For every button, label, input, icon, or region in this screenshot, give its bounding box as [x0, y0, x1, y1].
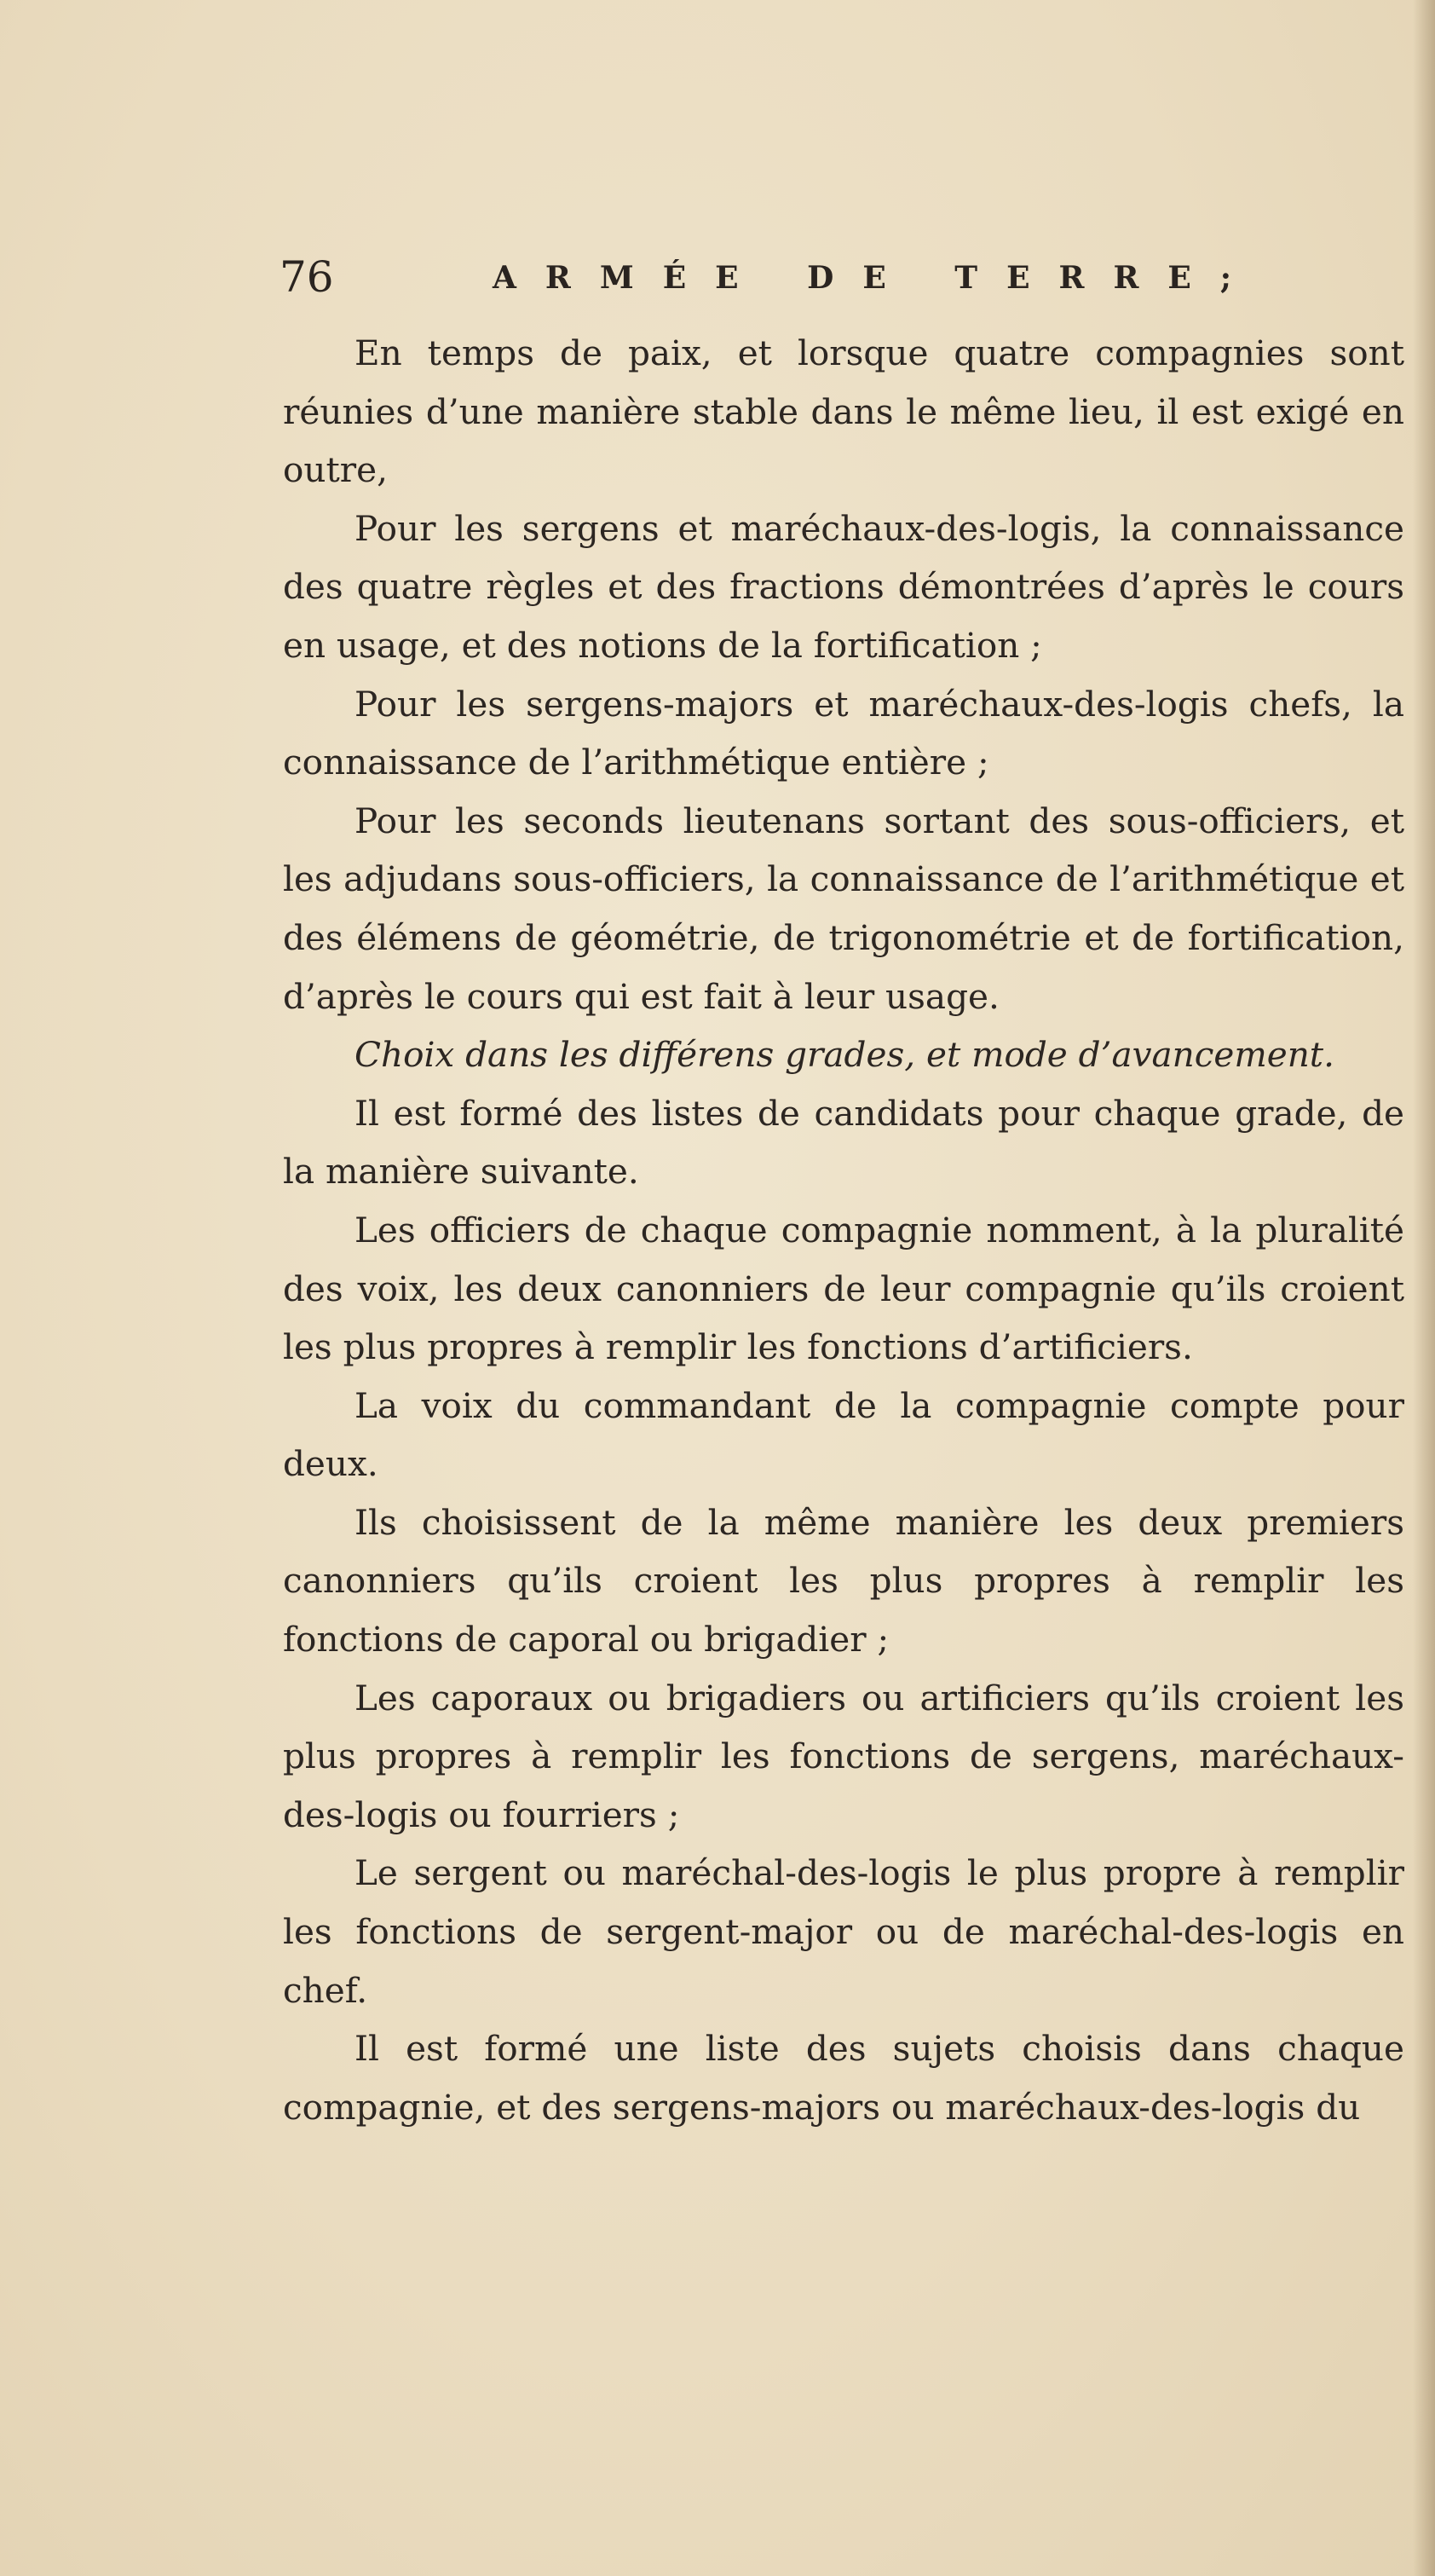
paragraph: Ils choisissent de la même manière les deux premiers canonniers qu’ils croient les plus propres à remplir les fonctions de caporal ou brigadier ;	[283, 1501, 1404, 1661]
paragraph: Il est formé des listes de candidats pour chaque grade, de la manière suivante.	[283, 1092, 1404, 1193]
paragraph: Pour les sergens et maréchaux-des-logis, la connaissance des quatre règles et des fractions démontrées d’après le cours en usage, et des notions de la fortification ;	[283, 507, 1404, 666]
paragraph: Les caporaux ou brigadiers ou artificiers qu’ils croient les plus propres à remplir les fonctions de sergens, maréchaux-des-logis ou fourriers ;	[283, 1677, 1404, 1835]
paragraph: La voix du commandant de la compagnie compte pour deux.	[283, 1384, 1404, 1485]
paragraph: Pour les seconds lieutenans sortant des sous-officiers, et les adjudans sous-officiers, la connaissance de l’arithmétique et des élémens de géométrie, de trigonométrie et de fortification, d’après le cours qui est fait à leur usage.	[283, 800, 1404, 1017]
page-edge-shadow	[1413, 0, 1435, 2576]
paragraph: Les officiers de chaque compagnie nomment, à la pluralité des voix, les deux canonniers de leur compagnie qu’ils croient les plus propres à remplir les fonctions d’artificiers.	[283, 1209, 1404, 1368]
paragraph: En temps de paix, et lorsque quatre compagnies sont réunies d’une manière stable dans le même lieu, il est exigé en outre,	[283, 332, 1404, 491]
paragraph: Le sergent ou maréchal-des-logis le plus propre à remplir les fonctions de sergent-major ou de maréchal-des-logis en chef.	[283, 1852, 1404, 2011]
page-number: 76	[280, 252, 334, 302]
section-heading: Choix dans les différens grades, et mode d’avancement.	[354, 1034, 1334, 1076]
paragraph: Il est formé une liste des sujets choisis dans chaque compagnie, et des sergens-majors ou maréchaux-des-logis du	[283, 2028, 1404, 2128]
body-text	[283, 324, 1404, 2136]
running-title: ARMÉE DE TERRE;	[493, 260, 1261, 296]
paragraph: Pour les sergens-majors et maréchaux-des-logis chefs, la connaissance de l’arithmétique entière ;	[283, 683, 1404, 783]
running-head	[280, 247, 1404, 307]
